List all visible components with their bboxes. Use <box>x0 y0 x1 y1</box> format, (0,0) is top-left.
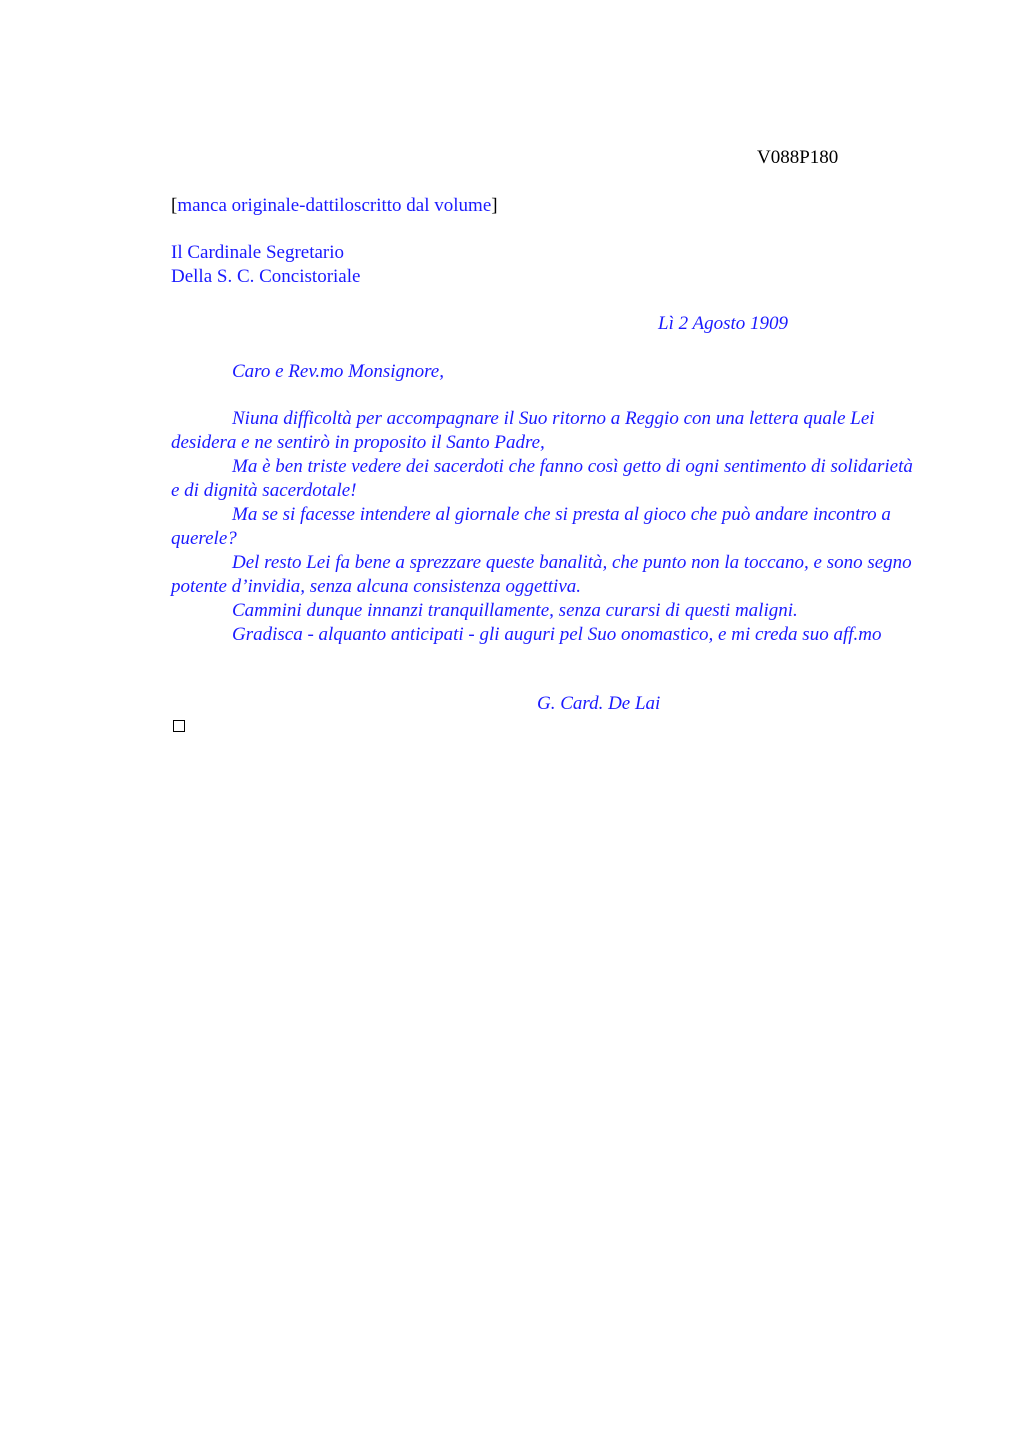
signature: G. Card. De Lai <box>537 693 661 714</box>
note-open-bracket: [ <box>171 195 178 216</box>
paragraph: Del resto Lei fa bene a sprezzare queste banalità, che punto non la toccano, e sono segno potente d’invidia, senza alcuna consistenza oggettiva. <box>171 552 912 597</box>
note-close-bracket: ] <box>491 195 498 216</box>
empty-checkbox-icon <box>173 720 185 732</box>
sender-line-2: Della S. C. Concistoriale <box>171 266 361 287</box>
paragraph: Niuna difficoltà per accompagnare il Suo ritorno a Reggio con una lettera quale Lei desidera e ne sentirò in proposito il Santo Padre, <box>171 408 875 453</box>
salutation: Caro e Rev.mo Monsignore, <box>232 361 444 382</box>
paragraph: Gradisca - alquanto anticipati - gli auguri pel Suo onomastico, e mi creda suo aff.mo <box>232 624 882 645</box>
sender-line-1: Il Cardinale Segretario <box>171 242 345 263</box>
letter-date: Lì 2 Agosto 1909 <box>658 313 789 334</box>
paragraph: Ma è ben triste vedere dei sacerdoti che fanno così getto di ogni sentimento di solidarietà e di dignità sacerdotale! <box>171 456 913 501</box>
paragraph: Ma se si facesse intendere al giornale che si presta al gioco che può andare incontro a querele? <box>171 504 891 549</box>
letter-body <box>171 407 923 647</box>
paragraph: Cammini dunque innanzi tranquillamente, senza curarsi di questi maligni. <box>232 600 798 621</box>
reference-code: V088P180 <box>757 147 839 168</box>
transcription-note <box>171 194 498 218</box>
note-text: manca originale-dattiloscritto dal volume <box>177 195 492 216</box>
